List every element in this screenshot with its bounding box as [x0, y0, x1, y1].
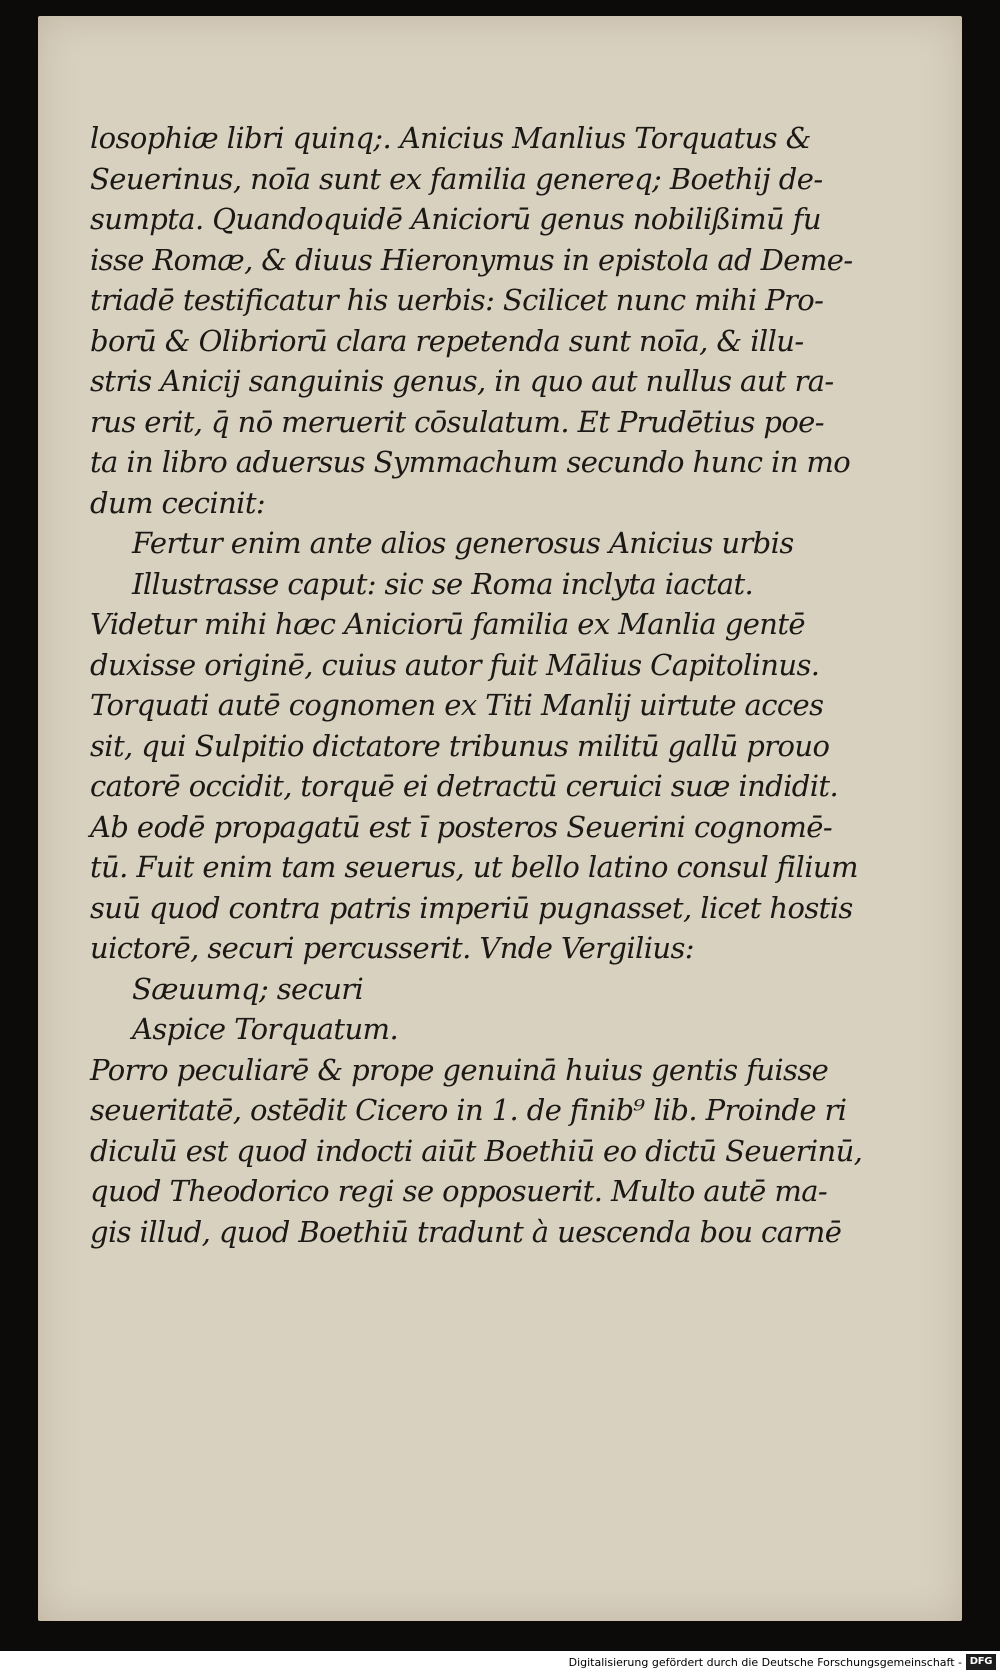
text-line: isse Romæ, & diuus Hieronymus in epistola ad Deme- [90, 242, 853, 277]
text-line: sumpta. Quandoquidē Aniciorū genus nobilißimū fu [90, 202, 821, 236]
verse-line: Sæuumq; securi [132, 971, 364, 1006]
text-line: triadē testificatur his uerbis: Scilicet nunc mihi Pro- [90, 283, 824, 317]
text-line: gis illud, quod Boethiū tradunt à uescenda bou carnē [90, 1214, 842, 1249]
text-line: Torquati autē cognomen ex Titi Manlij uirtute acces [90, 688, 824, 722]
text-line: Porro peculiarē & prope genuinā huius gentis fuisse [90, 1052, 829, 1087]
text-line: sit, qui Sulpitio dictatore tribunus militū gallū prouo [90, 728, 830, 763]
text-line: Seuerinus, noīa sunt ex familia genereq; Boethij de- [90, 161, 823, 196]
book-page [38, 16, 962, 1621]
text-line: suū quod contra patris imperiū pugnasset, licet hostis [90, 890, 853, 925]
page-text [90, 118, 870, 1252]
text-line: Ab eodē propagatū est ī posteros Seuerini cognomē- [90, 809, 833, 844]
verse-line: Illustrasse caput: sic se Roma inclyta iactat. [132, 566, 754, 601]
text-line: Videtur mihi hæc Aniciorū familia ex Manlia gentē [90, 607, 805, 641]
text-line: borū & Olibriorū clara repetenda sunt noīa, & illu- [90, 323, 804, 358]
text-line: duxisse originē, cuius autor fuit Mālius Capitolinus. [90, 647, 820, 682]
text-line: uictorē, securi percusserit. Vnde Vergilius: [90, 931, 694, 965]
text-line: quod Theodorico regi se opposuerit. Multo autē ma- [90, 1174, 828, 1208]
funding-credit: Digitalisierung gefördert durch die Deutsche Forschungsgemeinschaft - [568, 1656, 962, 1669]
verse-line: Fertur enim ante alios generosus Anicius urbis [132, 526, 794, 560]
text-line: rus erit, q̄ nō meruerit cōsulatum. Et Prudētius poe- [90, 404, 824, 439]
text-line: ta in libro aduersus Symmachum secundo hunc in mo [90, 445, 851, 479]
text-line: losophiæ libri quinq;. Anicius Manlius Torquatus & [90, 121, 811, 155]
text-line: catorē occidit, torquē ei detractū ceruici suæ indidit. [90, 769, 839, 803]
verse-line: Aspice Torquatum. [132, 1012, 399, 1046]
dfg-logo: DFG [966, 1654, 996, 1670]
credit-bar [0, 1651, 1000, 1675]
text-line: diculū est quod indocti aiūt Boethiū eo dictū Seuerinū, [90, 1133, 863, 1168]
text-line: tū. Fuit enim tam seuerus, ut bello latino consul filium [90, 850, 858, 884]
text-line: seueritatē, ostēdit Cicero in 1. de finib⁹ lib. Proinde ri [90, 1093, 847, 1127]
text-line: stris Anicij sanguinis genus, in quo aut nullus aut ra- [90, 364, 834, 398]
text-line: dum cecinit: [90, 485, 266, 520]
